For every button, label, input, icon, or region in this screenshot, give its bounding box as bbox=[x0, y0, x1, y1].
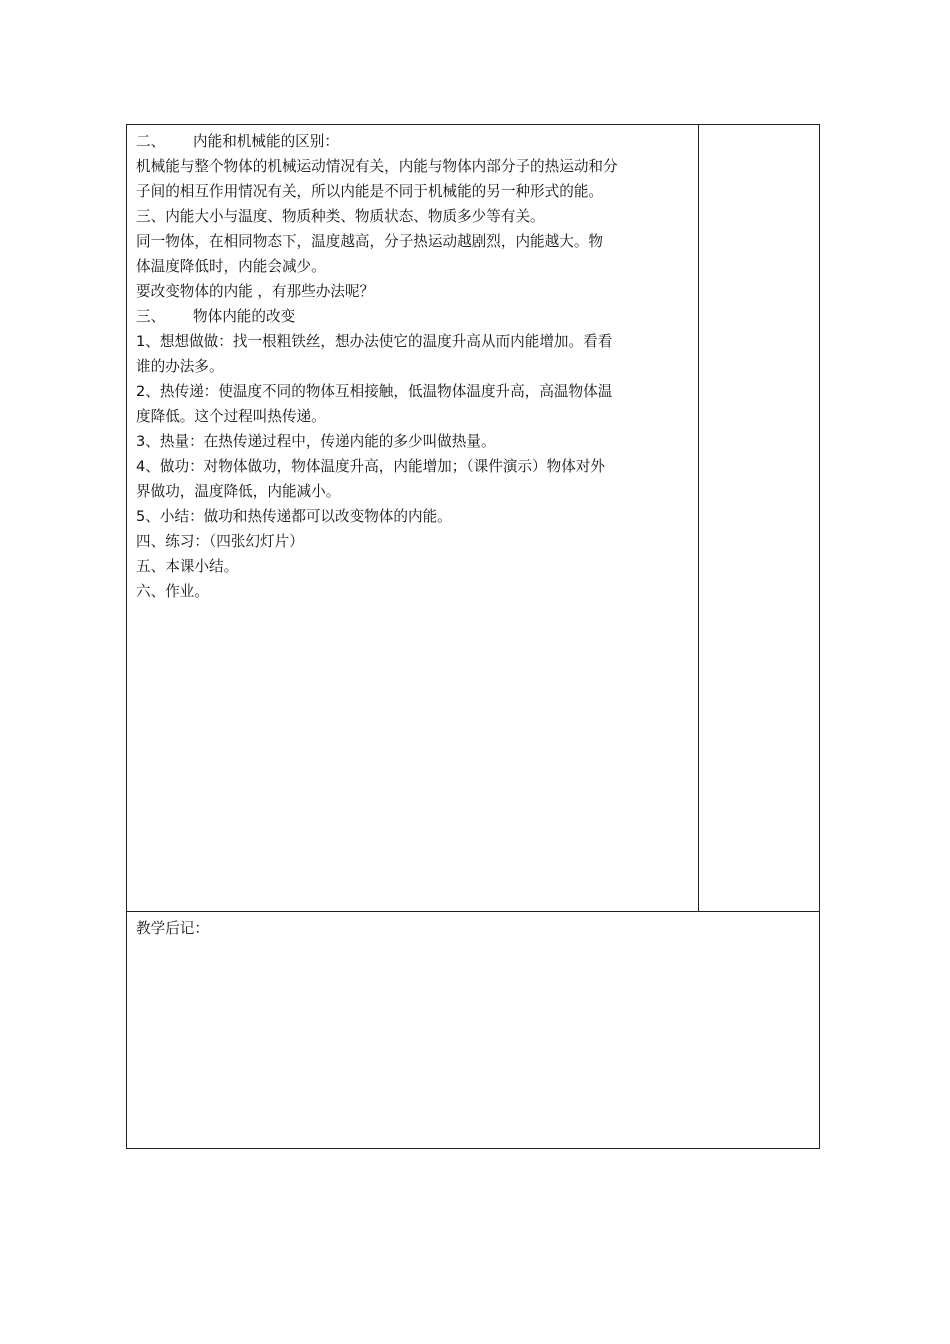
text-line: 界做功，温度降低，内能减小。 bbox=[136, 483, 341, 500]
section-title: 内能和机械能的区别： bbox=[193, 133, 339, 150]
text-line: 子间的相互作用情况有关，所以内能是不同于机械能的另一种形式的能。 bbox=[136, 183, 604, 200]
text-line: 5、小结：做功和热传递都可以改变物体的内能。 bbox=[136, 508, 452, 525]
side-notes-cell bbox=[699, 125, 819, 912]
text-line: 要改变物体的内能 ，有那些办法呢？ bbox=[136, 283, 375, 300]
teaching-notes-label: 教学后记： bbox=[136, 920, 209, 937]
text-line: 体温度降低时，内能会减少。 bbox=[136, 258, 326, 275]
lesson-table bbox=[126, 124, 820, 1149]
lesson-content-cell bbox=[127, 125, 699, 912]
text-line: 3、热量：在热传递过程中，传递内能的多少叫做热量。 bbox=[136, 433, 496, 450]
text-line: 六、作业。 bbox=[136, 583, 209, 600]
text-line: 2、热传递：使温度不同的物体互相接触，低温物体温度升高，高温物体温 bbox=[136, 383, 613, 400]
section-number: 三、 bbox=[136, 308, 166, 325]
section-number: 二、 bbox=[136, 133, 166, 150]
section-heading-difference bbox=[136, 129, 692, 154]
text-line: 1、想想做做：找一根粗铁丝，想办法使它的温度升高从而内能增加。看看 bbox=[136, 333, 613, 350]
text-line: 4、做功：对物体做功，物体温度升高，内能增加；（课件演示）物体对外 bbox=[136, 458, 605, 475]
text-line: 四、练习：（四张幻灯片） bbox=[136, 533, 304, 550]
teaching-notes-cell bbox=[127, 912, 819, 1148]
text-line: 三、内能大小与温度、物质种类、物质状态、物质多少等有关。 bbox=[136, 208, 545, 225]
section-title: 物体内能的改变 bbox=[193, 308, 296, 325]
text-line: 机械能与整个物体的机械运动情况有关，内能与物体内部分子的热运动和分 bbox=[136, 158, 618, 175]
text-line: 五、本课小结。 bbox=[136, 558, 239, 575]
text-line: 谁的办法多。 bbox=[136, 358, 224, 375]
text-line: 同一物体，在相同物态下，温度越高，分子热运动越剧烈，内能越大。物 bbox=[136, 233, 604, 250]
text-line: 度降低。这个过程叫热传递。 bbox=[136, 408, 326, 425]
section-heading-change bbox=[136, 304, 692, 329]
